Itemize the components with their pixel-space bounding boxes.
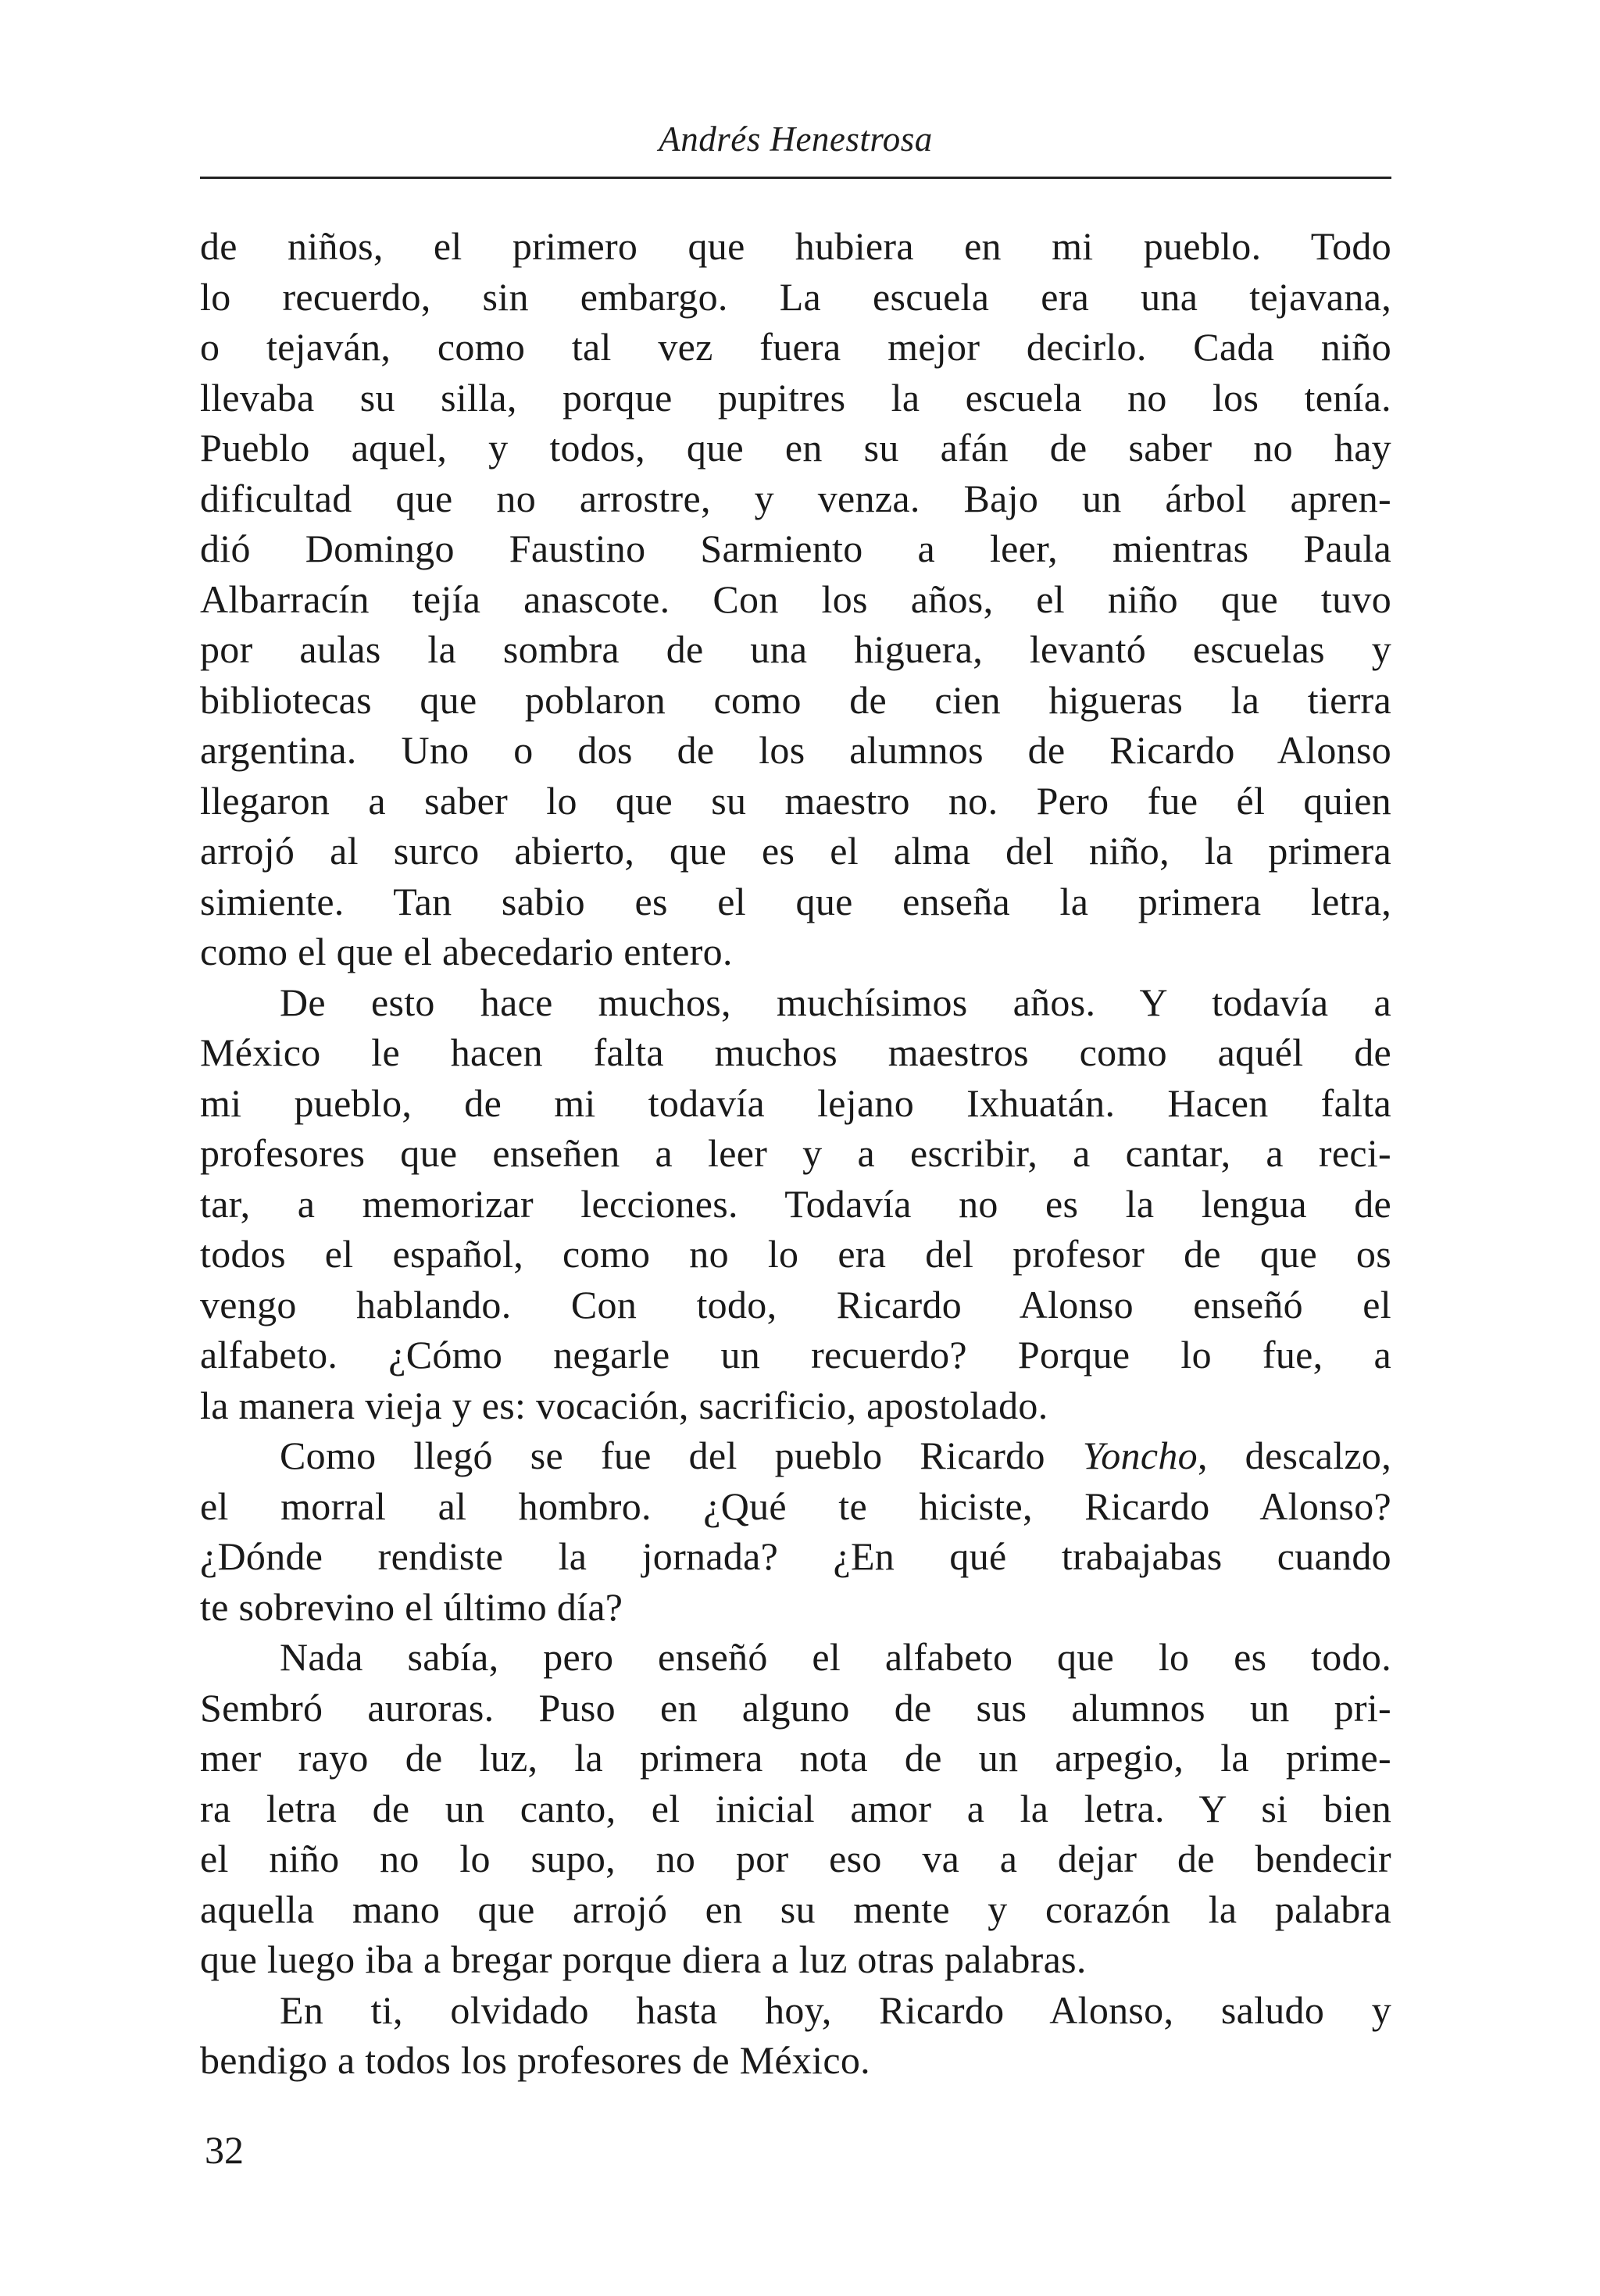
text-line: Nada sabía, pero enseñó el alfabeto que lo es todo. [280,1635,1391,1679]
text-line: Albarracín tejía anascote. Con los años, el niño que tuvo [200,577,1391,621]
text-line: dificultad que no arrostre, y venza. Bajo un árbol apren- [200,476,1391,520]
text-line: por aulas la sombra de una higuera, levantó escuelas y [200,627,1391,671]
paragraph [200,1430,1391,1632]
text-line: tar, a memorizar lecciones. Todavía no es la lengua de [200,1181,1391,1226]
text-line: arrojó al surco abierto, que es el alma del niño, la primera [200,829,1391,873]
page-number: 32 [205,2128,244,2172]
text-line: el morral al hombro. ¿Qué te hiciste, Ricardo Alonso? [200,1484,1391,1528]
paragraph [200,977,1391,1431]
text-line: te sobrevino el último día? [200,1584,623,1629]
text-line: mi pueblo, de mi todavía lejano Ixhuatán. Hacen falta [200,1080,1391,1125]
text-line: mer rayo de luz, la primera nota de un arpegio, la prime- [200,1736,1391,1780]
text-line: Sembró auroras. Puso en alguno de sus alumnos un pri- [200,1685,1391,1730]
text-line: la manera vieja y es: vocación, sacrificio, apostolado. [200,1383,1048,1427]
text-line: lo recuerdo, sin embargo. La escuela era una tejavana, [200,274,1391,319]
text-line: de niños, el primero que hubiera en mi pueblo. Todo [200,224,1391,268]
body-text [200,221,1391,2086]
text-line: México le hacen falta muchos maestros como aquél de [200,1030,1391,1074]
text-line: En ti, olvidado hasta hoy, Ricardo Alonso, saludo y [280,1987,1391,2032]
paragraph [200,221,1391,977]
nickname-italic: Yoncho [1082,1434,1198,1477]
text-line: De esto hace muchos, muchísimos años. Y todavía a [280,980,1391,1024]
paragraph [200,1632,1391,1985]
text-line: bibliotecas que poblaron como de cien higueras la tierra [200,677,1391,722]
text-line: argentina. Uno o dos de los alumnos de Ricardo Alonso [200,728,1391,772]
text-line: llegaron a saber lo que su maestro no. Pero fue él quien [200,778,1391,823]
text-line: o tejaván, como tal vez fuera mejor decirlo. Cada niño [200,325,1391,369]
paragraph [200,1985,1391,2086]
text-line: profesores que enseñen a leer y a escribir, a cantar, a reci- [200,1131,1391,1175]
text-line: Como llegó se fue del pueblo Ricardo Yoncho, descalzo, [280,1434,1391,1477]
text-line: Pueblo aquel, y todos, que en su afán de saber no hay [200,426,1391,470]
text-line: ¿Dónde rendiste la jornada? ¿En qué trabajabas cuando [200,1534,1391,1578]
text-line: alfabeto. ¿Cómo negarle un recuerdo? Porque lo fue, a [200,1333,1391,1377]
text-line: vengo hablando. Con todo, Ricardo Alonso enseñó el [200,1282,1391,1327]
text-line: el niño no lo supo, no por eso va a dejar de bendecir [200,1837,1391,1880]
text-line: simiente. Tan sabio es el que enseña la primera letra, [200,879,1391,923]
text-line: dió Domingo Faustino Sarmiento a leer, mientras Paula [200,527,1391,570]
text-line: que luego iba a bregar porque diera a luz otras palabras. [200,1937,1087,1981]
text-line: aquella mano que arrojó en su mente y corazón la palabra [200,1887,1391,1931]
text-line: todos el español, como no lo era del profesor de que os [200,1232,1391,1276]
text-line: bendigo a todos los profesores de México. [200,2038,870,2082]
text-line: ra letra de un canto, el inicial amor a la letra. Y si bien [200,1786,1391,1830]
text-line: llevaba su silla, porque pupitres la escuela no los tenía. [200,375,1391,420]
text-line: como el que el abecedario entero. [200,930,733,973]
header-rule [200,177,1391,179]
running-header-author: Andrés Henestrosa [659,120,933,159]
